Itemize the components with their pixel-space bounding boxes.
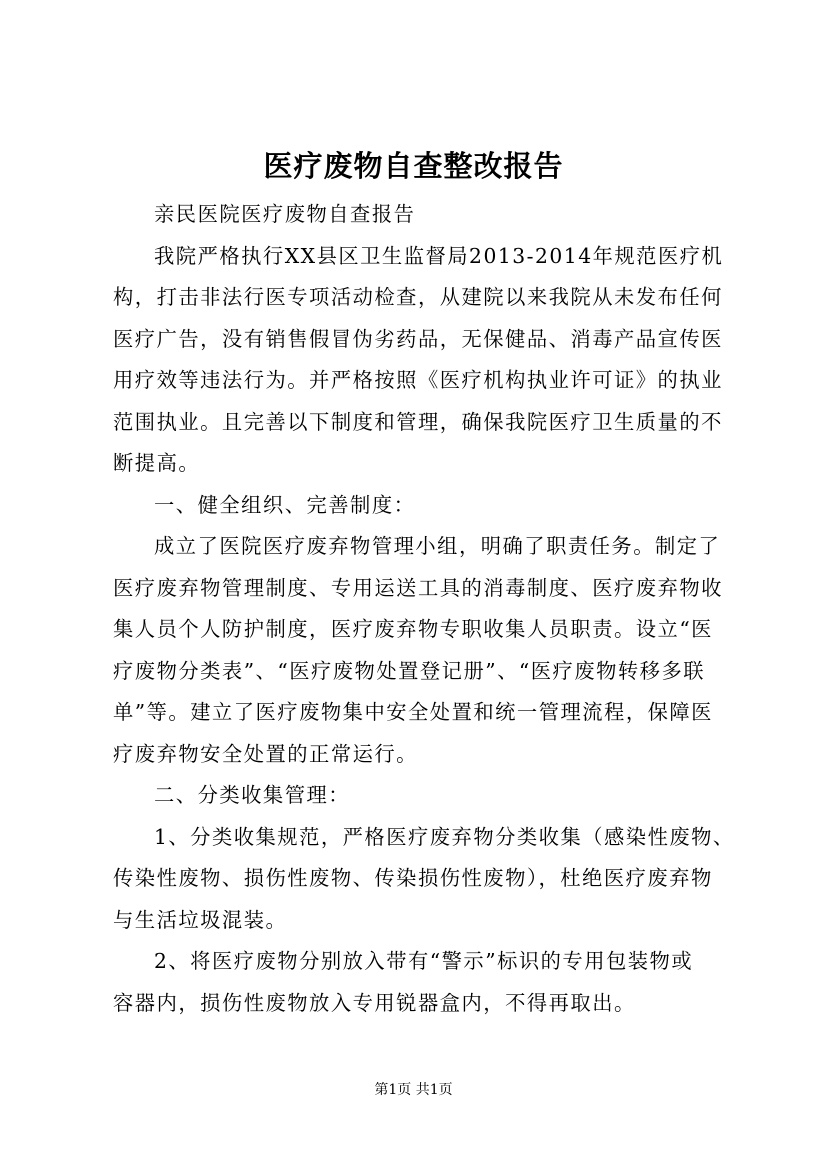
paragraph-line: 医疗广告，没有销售假冒伪劣药品，无保健品、消毒产品宣传医 <box>113 326 723 351</box>
paragraph-line: 用疗效等违法行为。并严格按照《医疗机构执业许可证》的执业 <box>113 368 723 392</box>
paragraph-line: 集人员个人防护制度，医疗废弃物专职收集人员职责。设立“医 <box>113 617 713 641</box>
paragraph-line: 疗废弃物安全处置的正常运行。 <box>113 741 418 766</box>
document-title: 医疗废物自查整改报告 <box>263 149 564 183</box>
page-number-footer: 第1页 共1页 <box>374 1082 453 1098</box>
section-heading-2 <box>113 775 721 817</box>
paragraph-line: 单”等。建立了医疗废物集中安全处置和统一管理流程，保障医 <box>113 700 713 724</box>
heading-line: 二、分类收集管理： <box>154 783 351 807</box>
paragraph-item-1 <box>113 817 735 942</box>
paragraph-intro <box>113 236 724 485</box>
paragraph-line: 我院严格执行XX县区卫生监督局2013-2014年规范医疗机 <box>154 243 724 268</box>
paragraph-line: 断提高。 <box>113 451 201 475</box>
subtitle-line: 亲民医院医疗废物自查报告 <box>154 202 416 226</box>
section-heading-1 <box>113 485 721 527</box>
document-body <box>113 194 735 1024</box>
paragraph-line: 成立了医院医疗废弃物管理小组，明确了职责任务。制定了 <box>154 534 721 558</box>
paragraph-line: 构，打击非法行医专项活动检查，从建院以来我院从未发布任何 <box>113 285 723 309</box>
subtitle-paragraph <box>113 194 721 236</box>
paragraph-line: 与生活垃圾混装。 <box>113 907 288 932</box>
heading-line: 一、健全组织、完善制度： <box>154 492 416 517</box>
paragraph-line: 1、分类收集规范，严格医疗废弃物分类收集（感染性废物、 <box>154 824 735 849</box>
paragraph-line: 疗废物分类表”、“医疗废物处置登记册”、“医疗废物转移多联 <box>113 658 706 683</box>
paragraph-line: 范围执业。且完善以下制度和管理，确保我院医疗卫生质量的不 <box>113 409 723 434</box>
paragraph-line: 传染性废物、损伤性废物、传染损伤性废物），杜绝医疗废弃物 <box>113 866 713 890</box>
paragraph-section-1 <box>113 526 721 775</box>
paragraph-line: 2、将医疗废物分别放入带有“警示”标识的专用包装物或 <box>154 949 694 973</box>
paragraph-line: 容器内，损伤性废物放入专用锐器盒内，不得再取出。 <box>113 990 636 1015</box>
paragraph-item-2 <box>113 941 721 1024</box>
paragraph-line: 医疗废弃物管理制度、专用运送工具的消毒制度、医疗废弃物收 <box>113 575 723 600</box>
